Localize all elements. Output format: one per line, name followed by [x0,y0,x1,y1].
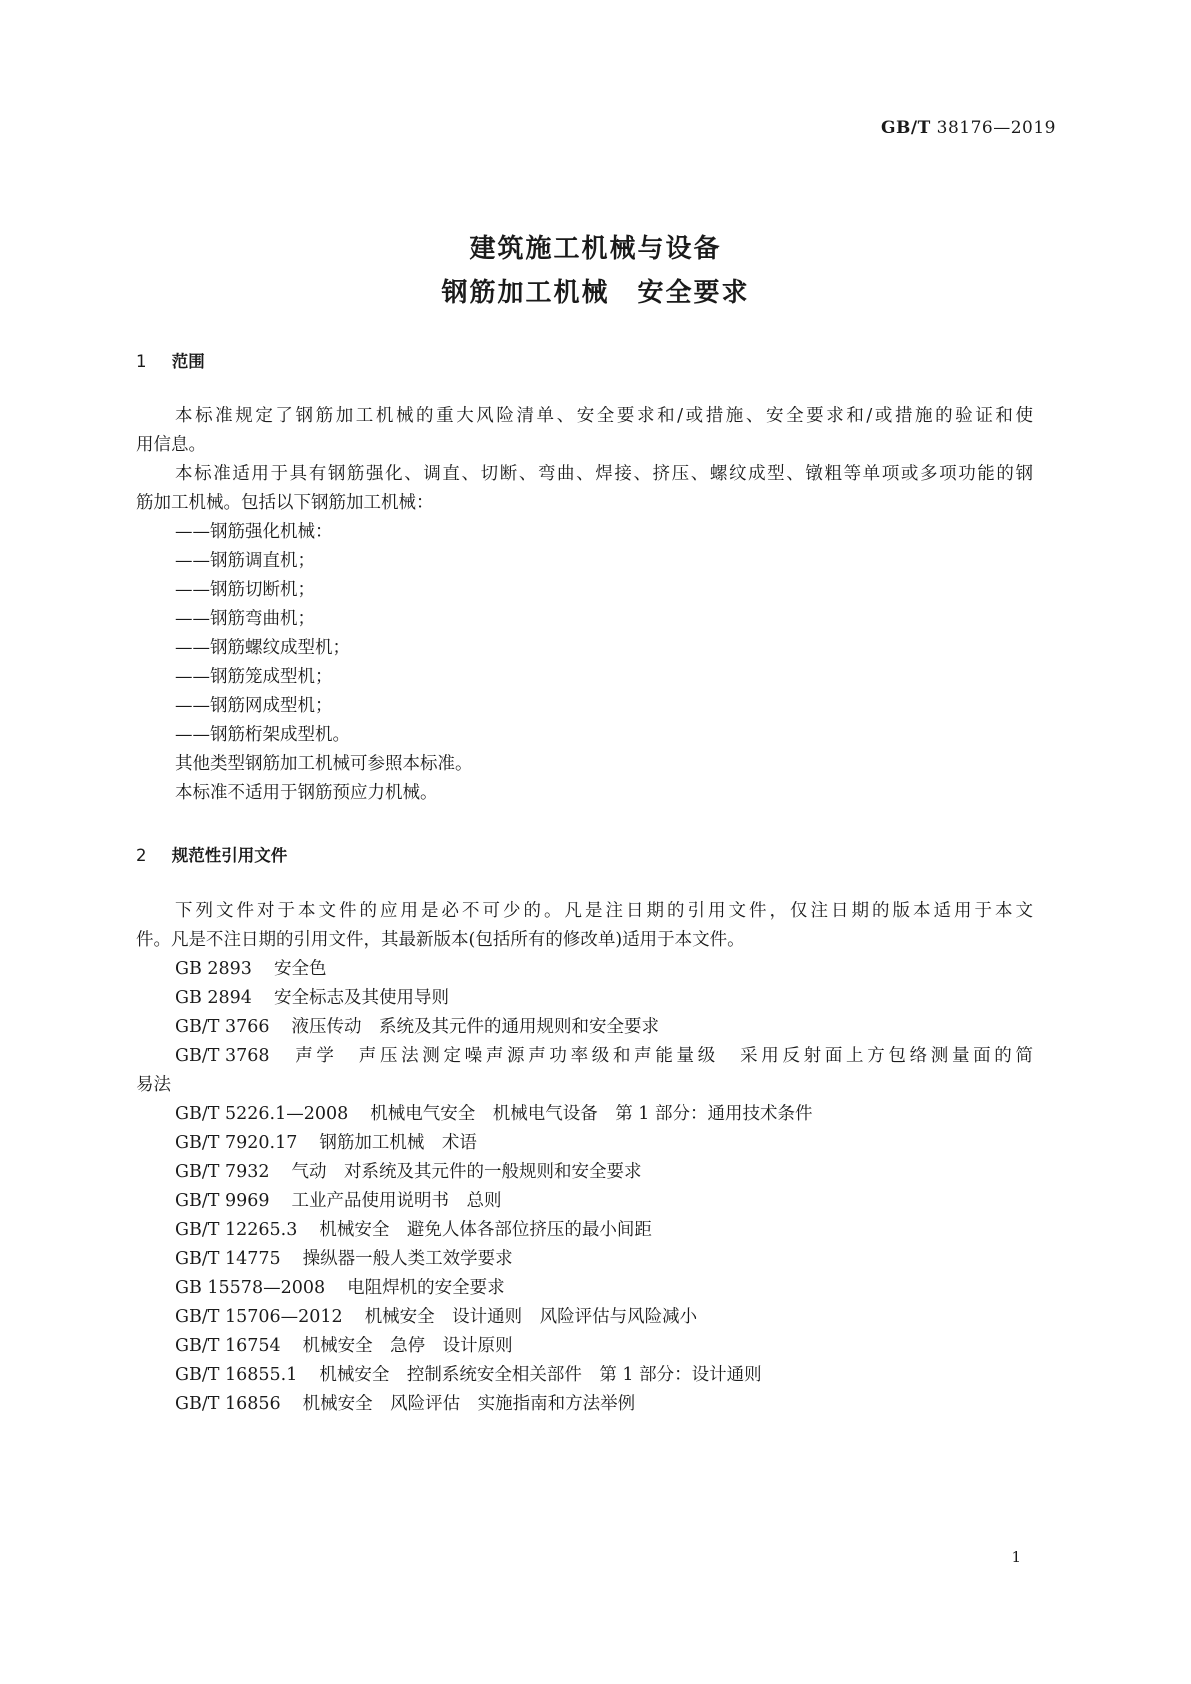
list-item: ——钢筋强化机械： [175,522,333,542]
paragraph-line: 件。凡是不注日期的引用文件，其最新版本(包括所有的修改单)适用于本文件。 [136,930,745,950]
reference-code: GB/T 5226.1—2008 [175,1104,349,1124]
reference-item [175,1103,1095,1125]
reference-title: 钢筋加工机械 术语 [319,1133,477,1153]
reference-item [175,1393,1095,1415]
section-number: 1 [136,352,147,371]
paragraph-line: 其他类型钢筋加工机械可参照本标准。 [175,754,473,774]
reference-title: 机械安全 设计通则 风险评估与风险减小 [364,1307,698,1327]
list-item: ——钢筋弯曲机； [175,609,315,629]
document-title-line2: 钢筋加工机械 安全要求 [441,278,750,308]
document-title-line1: 建筑施工机械与设备 [469,234,722,264]
list-item: ——钢筋调直机； [175,551,315,571]
reference-code: GB/T 7932 [175,1162,270,1182]
reference-item [175,1190,1095,1212]
list-item: ——钢筋笼成型机； [175,667,333,687]
reference-item [175,1364,1095,1386]
reference-title: 液压传动 系统及其元件的通用规则和安全要求 [291,1017,660,1037]
reference-code: GB/T 12265.3 [175,1220,298,1240]
list-item: ——钢筋桁架成型机。 [175,725,350,745]
reference-continuation: 易法 [136,1075,171,1095]
reference-code: GB/T 16856 [175,1394,281,1414]
standard-number: 38176—2019 [936,118,1056,138]
reference-code: GB/T 16754 [175,1336,281,1356]
reference-title: 机械安全 风险评估 实施指南和方法举例 [302,1394,636,1414]
reference-code: GB/T 14775 [175,1249,281,1269]
paragraph-line: 本标准不适用于钢筋预应力机械。 [175,783,438,803]
reference-code: GB/T 15706—2012 [175,1307,343,1327]
section-heading-normative-references [136,842,287,866]
reference-item [175,1248,1095,1270]
reference-code: GB/T 9969 [175,1191,270,1211]
reference-code: GB/T 3768 [175,1046,270,1066]
standard-prefix: GB/T [881,118,931,138]
reference-code: GB 15578—2008 [175,1278,326,1298]
reference-title: 机械安全 避免人体各部位挤压的最小间距 [319,1220,652,1240]
reference-code: GB 2893 [175,959,252,979]
reference-item [175,1045,1033,1067]
reference-title: 气动 对系统及其元件的一般规则和安全要求 [291,1162,642,1182]
list-item: ——钢筋螺纹成型机； [175,638,350,658]
paragraph-line: 筋加工机械。包括以下钢筋加工机械： [136,493,434,513]
reference-code: GB/T 7920.17 [175,1133,298,1153]
reference-code: GB/T 16855.1 [175,1365,298,1385]
reference-item [175,1016,1095,1038]
reference-title: 操纵器一般人类工效学要求 [302,1249,513,1269]
reference-title: 机械电气安全 机械电气设备 第 1 部分：通用技术条件 [370,1104,813,1124]
reference-title: 电阻焊机的安全要求 [347,1278,505,1298]
list-item: ——钢筋网成型机； [175,696,333,716]
reference-item [175,1132,1095,1154]
reference-code: GB/T 3766 [175,1017,270,1037]
page-number: 1 [1011,1548,1021,1566]
section-heading-scope [136,348,205,372]
reference-item [175,1306,1095,1328]
paragraph-line: 本标准规定了钢筋加工机械的重大风险清单、安全要求和/或措施、安全要求和/或措施的验证和使 [175,406,1033,426]
reference-item [175,1161,1095,1183]
reference-title: 声学 声压法测定噪声源声功率级和声能量级 采用反射面上方包络测量面的简 [291,1046,1033,1066]
reference-item [175,1335,1095,1357]
reference-item [175,1277,1095,1299]
paragraph-line: 下列文件对于本文件的应用是必不可少的。凡是注日期的引用文件，仅注日期的版本适用于本文 [175,901,1033,921]
standard-code [881,118,1056,138]
reference-title: 机械安全 控制系统安全相关部件 第 1 部分：设计通则 [319,1365,762,1385]
section-title: 规范性引用文件 [171,846,288,865]
reference-item [175,958,1095,980]
section-number: 2 [136,846,147,865]
paragraph-line: 本标准适用于具有钢筋强化、调直、切断、弯曲、焊接、挤压、螺纹成型、镦粗等单项或多项功能的钢 [175,464,1033,484]
reference-title: 安全标志及其使用导则 [273,988,449,1008]
reference-item [175,987,1095,1009]
paragraph-line: 用信息。 [136,435,206,455]
section-title: 范围 [171,352,205,371]
list-item: ——钢筋切断机； [175,580,315,600]
reference-title: 机械安全 急停 设计原则 [302,1336,513,1356]
reference-title: 安全色 [273,959,327,979]
reference-title: 工业产品使用说明书 总则 [291,1191,502,1211]
reference-code: GB 2894 [175,988,252,1008]
reference-item [175,1219,1095,1241]
